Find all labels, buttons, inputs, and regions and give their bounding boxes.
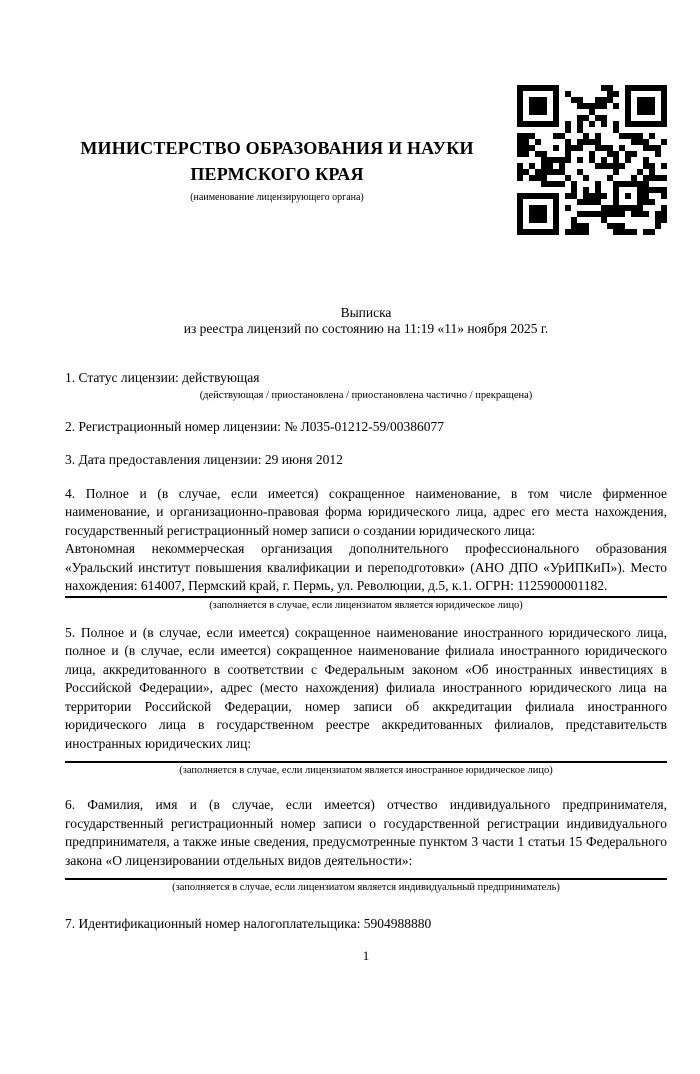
ministry-name-line1: МИНИСТЕРСТВО ОБРАЗОВАНИЯ И НАУКИ xyxy=(80,138,474,158)
document-title-line1: Выписка xyxy=(340,305,392,320)
foreign-legal-entity-field-underline xyxy=(65,761,667,763)
licensing-authority-block xyxy=(65,85,517,204)
taxpayer-id-text: 7. Идентификационный номер налогоплательщика: 5904988880 xyxy=(65,916,432,931)
item-legal-entity xyxy=(65,485,667,612)
item-license-status xyxy=(65,369,667,402)
item-foreign-legal-entity xyxy=(65,624,667,778)
foreign-legal-entity-prompt: 5. Полное и (в случае, если имеется) сокращенное наименование иностранного юридического лица, полное и (в случае, если имеется) сокращенное наименование филиала иностранного юридического лица, аккредитованного в соответствии с Федеральным законом «Об иностранных инвестициях в Российской Федерации», адрес (место нахождения) филиала иностранного юридического лица на территории Российской Федерации, номер записи об аккредитации филиала иностранного юридического лица в государственном реестре аккредитованных филиалов, представительств иностранных юридических лиц: xyxy=(65,624,667,751)
legal-entity-prompt: 4. Полное и (в случае, если имеется) сокращенное наименование, в том числе фирменное наименование, и организационно-правовая форма юридического лица, адрес его места нахождения, государственный регистрационный номер записи о создании юридического лица: xyxy=(65,485,667,538)
item-registration-number xyxy=(65,418,667,437)
individual-entrepreneur-prompt: 6. Фамилия, имя и (в случае, если имеется) отчество индивидуального предпринимателя, государственный регистрационный номер записи о государственной регистрации индивидуального предпринимателя, а также иные сведения, предусмотренные пунктом 3 части 1 статьи 15 Федерального закона «О лицензировании отдельных видов деятельности»: xyxy=(65,797,667,868)
document-page xyxy=(0,85,700,1074)
ministry-name-line2: ПЕРМСКОГО КРАЯ xyxy=(190,164,364,184)
legal-entity-note: (заполняется в случае, если лицензиатом является юридическое лицо) xyxy=(209,599,523,611)
individual-entrepreneur-empty-field xyxy=(65,870,667,878)
document-header xyxy=(65,85,667,235)
item-taxpayer-id xyxy=(65,915,667,934)
foreign-legal-entity-note: (заполняется в случае, если лицензиатом является иностранное юридическое лицо) xyxy=(179,765,553,776)
license-status-note: (действующая / приостановлена / приостановлена частично / прекращена) xyxy=(199,389,533,401)
legal-entity-value: Автономная некоммерческая организация дополнительного профессионального образования «Уральский институт повышения квалификации и переподготовки» (АНО ДПО «УрИПКиП»). Место нахождения: 614007, Пермский край, г. Пермь, ул. Революции, д.5, к.1. ОГРН: 1125900001182. xyxy=(65,541,667,593)
item-license-grant-date xyxy=(65,451,667,470)
legal-entity-field-underline xyxy=(65,596,667,598)
document-title-line2: из реестра лицензий по состоянию на 11:19 «11» ноября 2025 г. xyxy=(183,321,549,336)
registration-number-text: 2. Регистрационный номер лицензии: № Л035-01212-59/00386077 xyxy=(65,418,445,434)
page-number: 1 xyxy=(362,947,370,963)
licensing-authority-caption: (наименование лицензирующего органа) xyxy=(190,192,364,203)
individual-entrepreneur-field-underline xyxy=(65,878,667,880)
individual-entrepreneur-note: (заполняется в случае, если лицензиатом является индивидуальный предприниматель) xyxy=(172,882,560,893)
qr-code-icon xyxy=(517,85,667,235)
license-status-text: 1. Статус лицензии: действующая xyxy=(65,370,260,385)
document-title xyxy=(65,305,667,337)
foreign-legal-entity-empty-field xyxy=(65,753,667,761)
item-individual-entrepreneur xyxy=(65,796,667,894)
license-grant-date-text: 3. Дата предоставления лицензии: 29 июня 2012 xyxy=(65,452,343,467)
